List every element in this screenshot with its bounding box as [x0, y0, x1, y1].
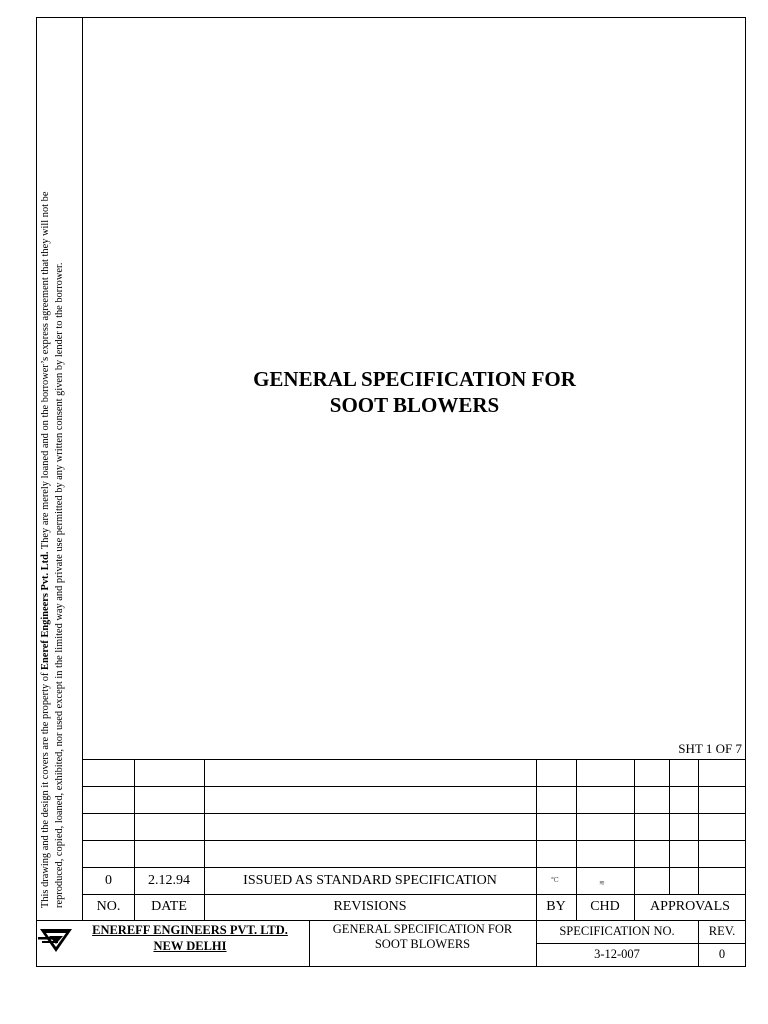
rev-chd-initials: ≋	[599, 879, 605, 887]
company-name: ENEREFF ENGINEERS PVT. LTD.	[92, 923, 288, 937]
rev-value: 0	[718, 947, 726, 961]
rev-table-col	[669, 759, 670, 894]
rev-description: ISSUED AS STANDARD SPECIFICATION	[243, 873, 497, 888]
rev-label: REV.	[708, 924, 736, 938]
company-city: NEW DELHI	[153, 939, 227, 953]
header-by: BY	[546, 899, 566, 914]
title-block-doc-title	[309, 922, 536, 952]
company-block	[75, 922, 305, 954]
document-title-line-2: SOOT BLOWERS	[329, 393, 500, 417]
rev-date: 2.12.94	[148, 873, 190, 888]
header-revisions: REVISIONS	[333, 899, 407, 914]
rev-table-col	[204, 759, 205, 920]
spec-no-value: 3-12-007	[594, 947, 640, 961]
rev-table-col	[536, 759, 537, 920]
title-block-doc-title-line-1: GENERAL SPECIFICATION FOR	[332, 922, 513, 936]
title-block-doc-title-line-2: SOOT BLOWERS	[374, 937, 471, 951]
spec-no-label: SPECIFICATION NO.	[559, 924, 675, 938]
company-logo-icon	[38, 925, 74, 953]
document-title-line-1: GENERAL SPECIFICATION FOR	[253, 367, 576, 391]
disclaimer-line-2: reproduced, copied, loaned, exhibited, nor used except in the limited way and private use permitted by any written consent given by lender to the borrower.	[54, 262, 65, 908]
rev-table-col	[634, 759, 635, 920]
disclaimer-text	[39, 28, 79, 908]
rev-table-col	[134, 759, 135, 920]
rev-table-col	[576, 759, 577, 920]
drawing-frame	[36, 17, 746, 967]
rev-table-line	[83, 813, 746, 814]
header-date: DATE	[151, 899, 187, 914]
rev-table-line	[83, 840, 746, 841]
rev-no: 0	[105, 873, 112, 888]
sheet-number: SHT 1 OF 7	[678, 741, 742, 756]
rev-table-line	[83, 786, 746, 787]
header-approvals: APPROVALS	[650, 899, 730, 914]
title-block-line	[36, 920, 746, 921]
rev-table-line	[83, 759, 746, 760]
rev-table-line	[83, 894, 746, 895]
disclaimer-line-1: This drawing and the design it covers are the property of Eneref Engineers Pvt. Ltd. They are merely loaned and on the borrower’s express agreement that they will not be	[40, 191, 51, 908]
rev-table-col	[698, 759, 699, 894]
header-chd: CHD	[590, 899, 620, 914]
rev-table-line	[83, 867, 746, 868]
header-no: NO.	[96, 899, 121, 914]
title-block-line	[536, 943, 746, 944]
disclaimer-company: Eneref Engineers Pvt. Ltd.	[40, 551, 51, 670]
rev-by-initials: ℃	[551, 876, 559, 884]
